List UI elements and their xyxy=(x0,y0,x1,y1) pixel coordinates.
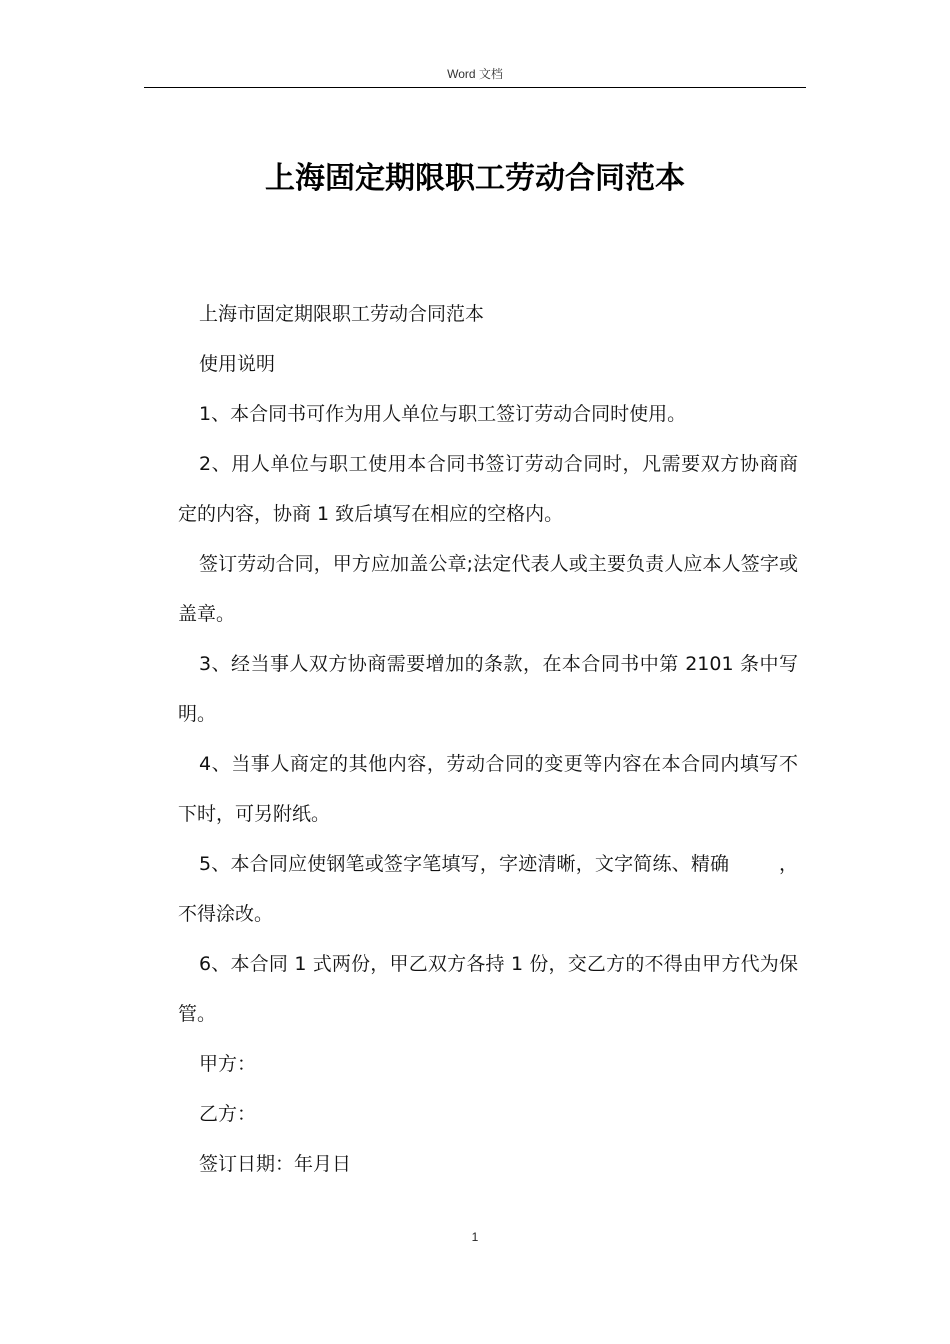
paragraph-item-2: 2、用人单位与职工使用本合同书签订劳动合同时，凡需要双方协商商定的内容，协商 1 致后填写在相应的空格内。 xyxy=(178,453,798,525)
paragraph-usage-heading: 使用说明 xyxy=(199,353,276,375)
paragraph-item-6: 6、本合同 1 式两份，甲乙双方各持 1 份，交乙方的不得由甲方代为保管。 xyxy=(178,953,798,1025)
signing-date-label: 签订日期：年月日 xyxy=(199,1153,352,1175)
page-number: 1 xyxy=(471,1230,479,1244)
paragraph-item-5: 5、本合同应使钢笔或签字笔填写，字迹清晰，文字简练、精确 ，不得涂改。 xyxy=(178,853,798,925)
paragraph-item-3: 3、经当事人双方协商需要增加的条款，在本合同书中第 2101 条中写明。 xyxy=(178,653,798,725)
document-title: 上海固定期限职工劳动合同范本 xyxy=(265,161,685,196)
party-b-label: 乙方： xyxy=(199,1103,257,1125)
party-a-label: 甲方： xyxy=(199,1053,257,1075)
document-body xyxy=(178,289,798,1189)
paragraph-item-1: 1、本合同书可作为用人单位与职工签订劳动合同时使用。 xyxy=(199,403,687,425)
paragraph-contract-name: 上海市固定期限职工劳动合同范本 xyxy=(199,303,485,325)
paragraph-item-4: 4、当事人商定的其他内容，劳动合同的变更等内容在本合同内填写不下时，可另附纸。 xyxy=(178,753,798,825)
header-divider xyxy=(144,87,806,88)
paragraph-seal-note: 签订劳动合同，甲方应加盖公章;法定代表人或主要负责人应本人签字或盖章。 xyxy=(178,553,798,625)
page-header: Word 文档 xyxy=(447,67,503,81)
